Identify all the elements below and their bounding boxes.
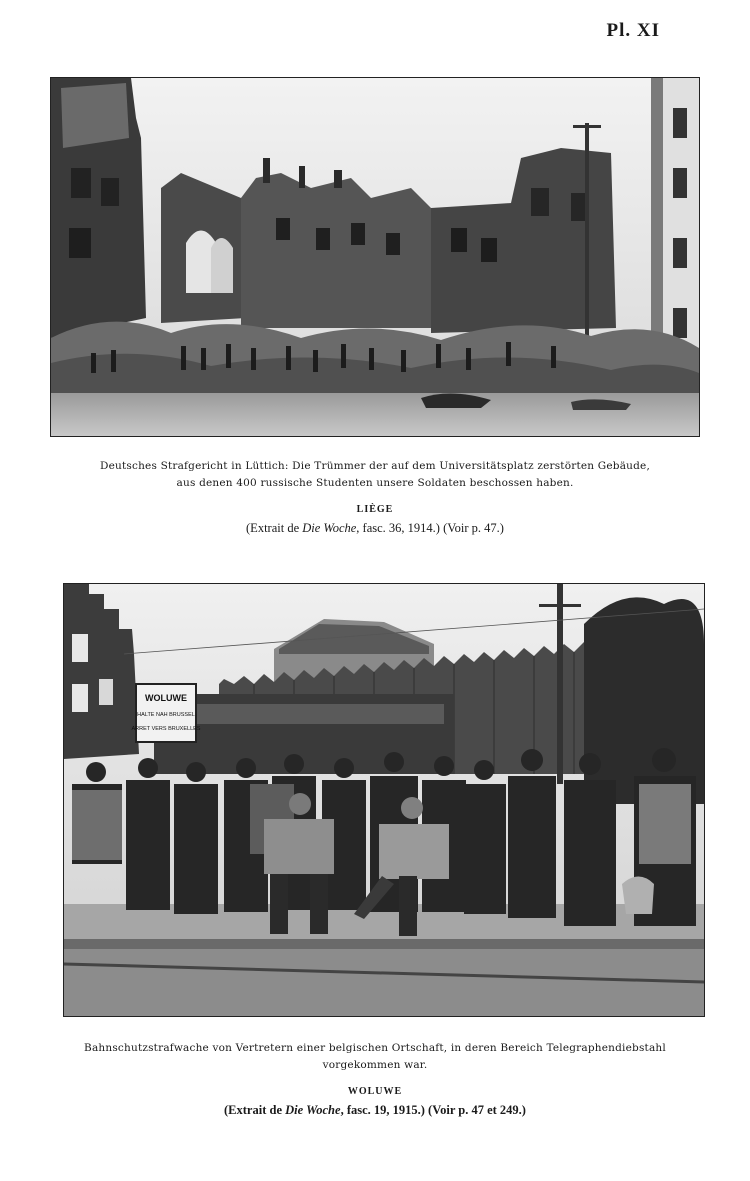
place-name: LIÈGE bbox=[356, 504, 394, 515]
source-citation bbox=[60, 520, 690, 537]
station-sign-title: WOLUWE bbox=[145, 693, 187, 703]
photo-liege-ruins bbox=[50, 77, 700, 437]
caption-text-line: Bahnschutzstrafwache von Vertretern einer belgischen Ortschaft, in deren Bereich Telegraphendiebstahl bbox=[84, 1042, 666, 1054]
woluwe-group-image bbox=[64, 584, 704, 1016]
plate-label: Pl. XI bbox=[606, 20, 660, 41]
caption-text-line: vorgekommen war. bbox=[322, 1059, 428, 1071]
source-title: Die Woche bbox=[285, 1103, 341, 1117]
photo-woluwe-group bbox=[63, 583, 705, 1017]
station-sign-subtitle: ARRET VERS BRUXELLES bbox=[131, 726, 201, 732]
source-suffix: , fasc. 36, 1914.) (Voir p. 47.) bbox=[356, 521, 504, 535]
source-citation bbox=[60, 1102, 690, 1119]
source-title: Die Woche bbox=[302, 521, 357, 535]
source-prefix: (Extrait de bbox=[246, 521, 303, 535]
liege-ruins-image bbox=[51, 78, 699, 436]
source-suffix: , fasc. 19, 1915.) (Voir p. 47 et 249.) bbox=[340, 1103, 526, 1117]
caption-text-line: aus denen 400 russische Studenten unsere Soldaten beschossen haben. bbox=[176, 477, 574, 489]
caption-liege bbox=[60, 458, 690, 537]
caption-text-line: Deutsches Strafgericht in Lüttich: Die Trümmer der auf dem Universitätsplatz zerstörten Gebäude, bbox=[99, 460, 650, 472]
caption-woluwe bbox=[60, 1040, 690, 1119]
place-name: WOLUWE bbox=[347, 1086, 403, 1097]
source-prefix: (Extrait de bbox=[224, 1103, 286, 1117]
station-sign-subtitle: HALTE NAH BRUSSEL bbox=[137, 712, 195, 718]
